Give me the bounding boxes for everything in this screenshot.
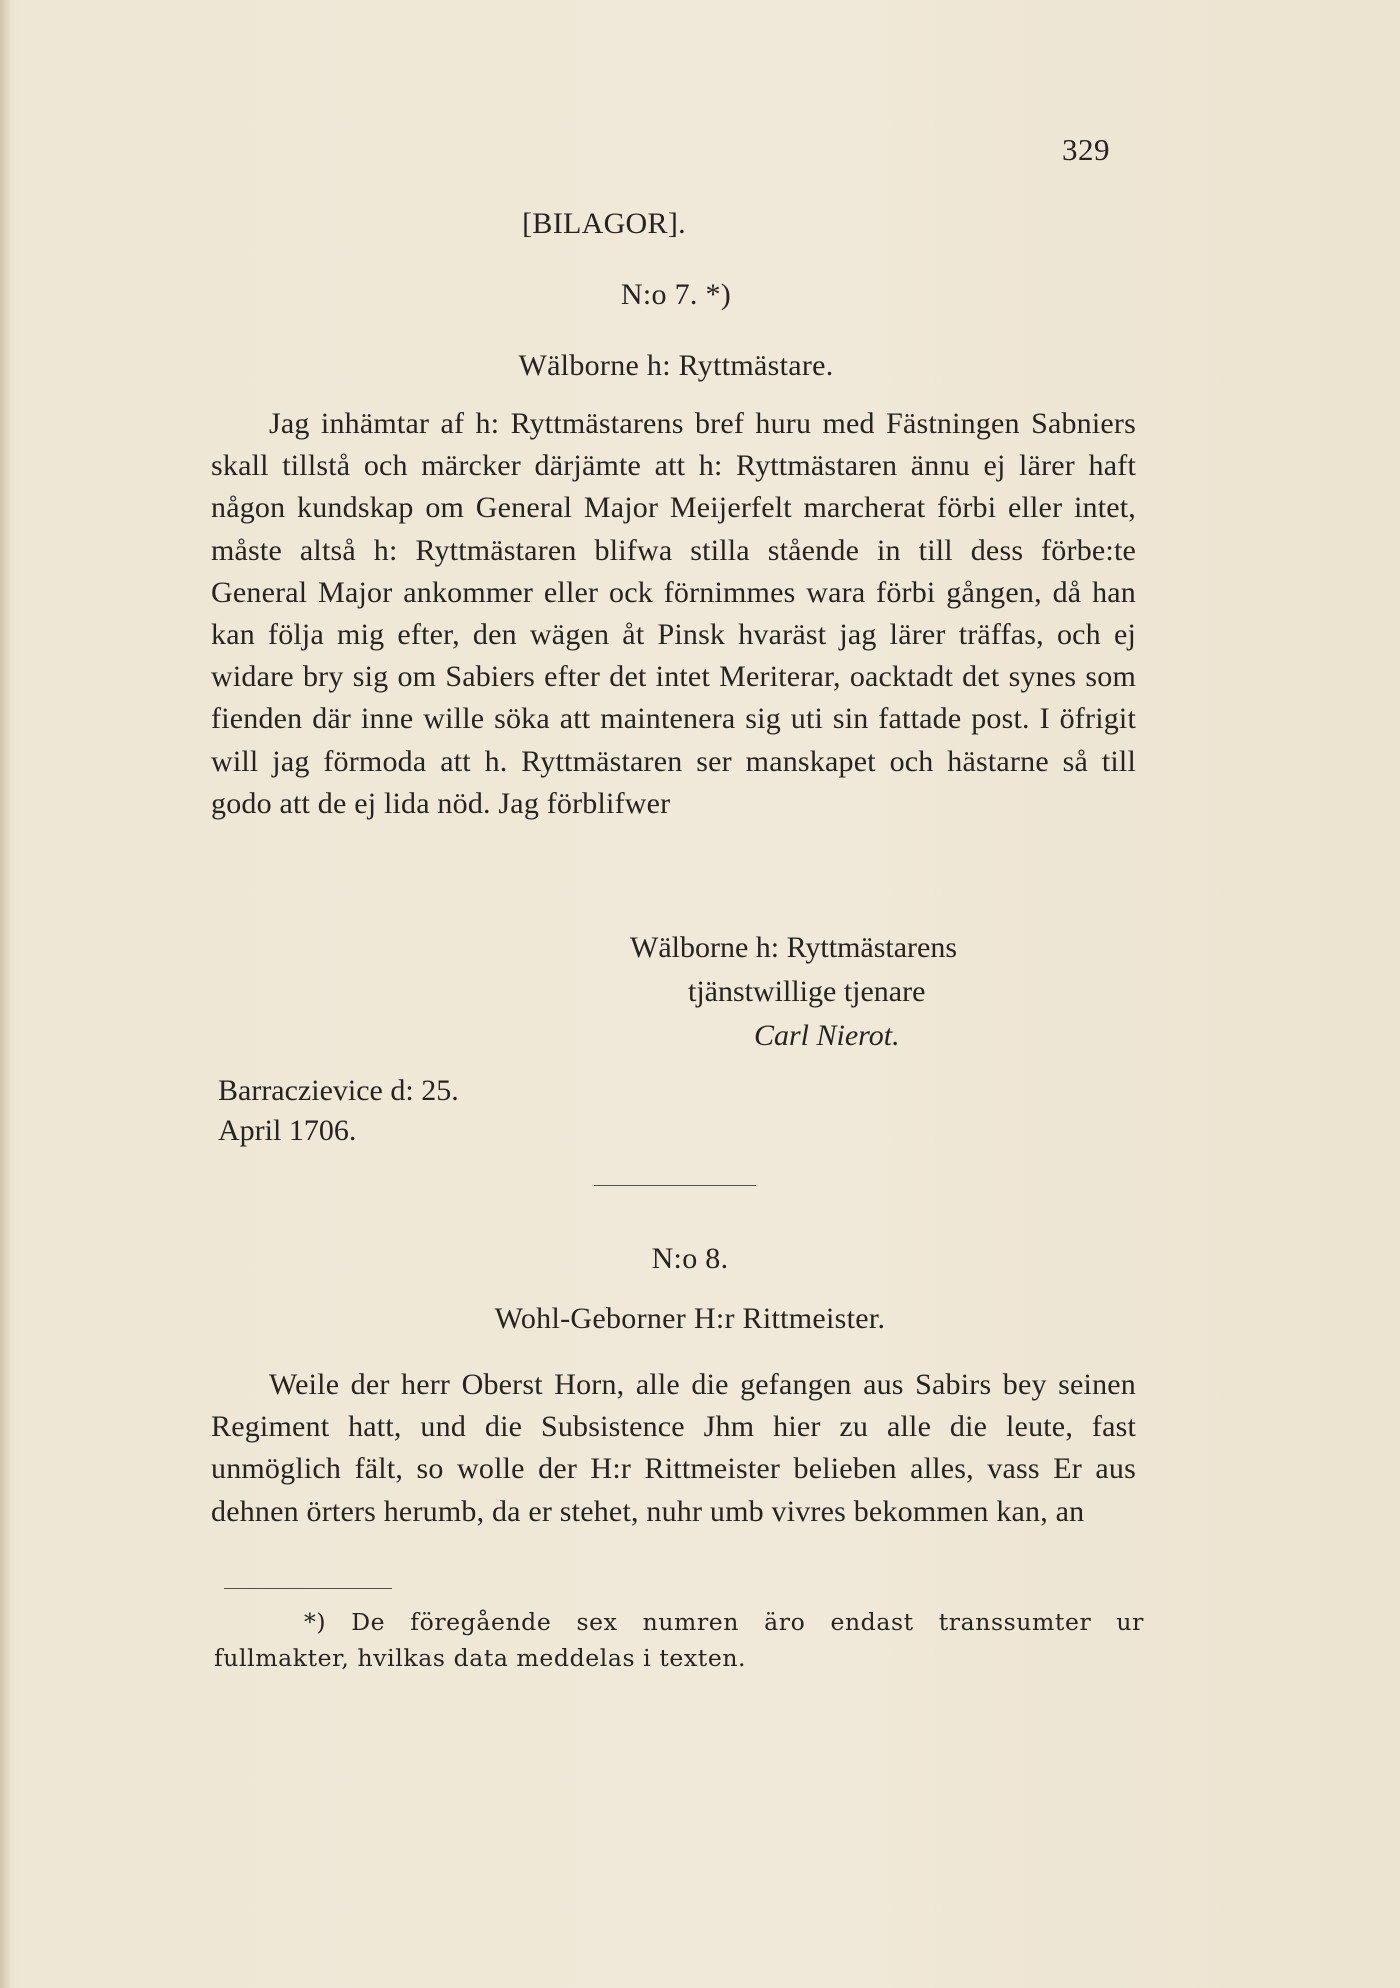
document-number-8: N:o 8. — [651, 1242, 729, 1275]
closing-line-2: tjänstwillige tjenare — [688, 975, 926, 1008]
closing-line-1: Wälborne h: Ryttmästarens — [630, 931, 958, 964]
letter-7-closing — [630, 926, 1090, 1058]
letter-7-date: April 1706. — [218, 1114, 357, 1147]
section-divider — [594, 1185, 756, 1186]
letter-8-body: Weile der herr Oberst Horn, alle die gefangen aus Sabirs bey seinen Regiment hatt, und die Subsistence Jhm hier zu alle die leute, fast unmöglich fält, so wolle der H:r Rittmeister belieben alles, vass Er aus dehnen örters herumb, da er stehet, nuhr umb vivres bekommen kan, an — [211, 1368, 1136, 1528]
letter-7-place: Barraczievice d: 25. — [218, 1074, 459, 1107]
letter-7-salutation: Wälborne h: Ryttmästare. — [518, 349, 834, 382]
section-heading: [BILAGOR]. — [522, 207, 686, 240]
letter-8-salutation: Wohl-Geborner H:r Rittmeister. — [494, 1302, 886, 1335]
footnote: *) De föregående sex numren äro endast transsumter ur fullmakter, hvilkas data meddelas i texten. — [214, 1608, 1144, 1672]
page-number: 329 — [1062, 132, 1110, 167]
document-number-7: N:o 7. *) — [620, 278, 732, 311]
letter-7-body: Jag inhämtar af h: Ryttmästarens bref huru med Fästningen Sabniers skall tillstå och märcker därjämte att h: Ryttmästaren ännu ej lärer haft någon kundskap om General Major Meijerfelt marcherat förbi eller intet, måste altså h: Ryttmästaren blifwa stilla stående in till dess förbe:te General Major ankommer eller ock förnimmes wara förbi gången, då han kan följa mig efter, den wägen åt Pinsk hvaräst jag lärer träffas, och ej widare bry sig om Sabiers efter det intet Meriterar, oacktadt det synes som fienden där inne wille söka att maintenera sig uti sin fattade post. I öfrigit will jag förmoda att h. Ryttmästaren ser manskapet och hästarne så till godo att de ej lida nöd. Jag förblifwer — [211, 407, 1136, 820]
footnote-rule — [224, 1588, 392, 1589]
signature: Carl Nierot. — [754, 1019, 900, 1052]
letter-7-place-date — [218, 1071, 459, 1151]
